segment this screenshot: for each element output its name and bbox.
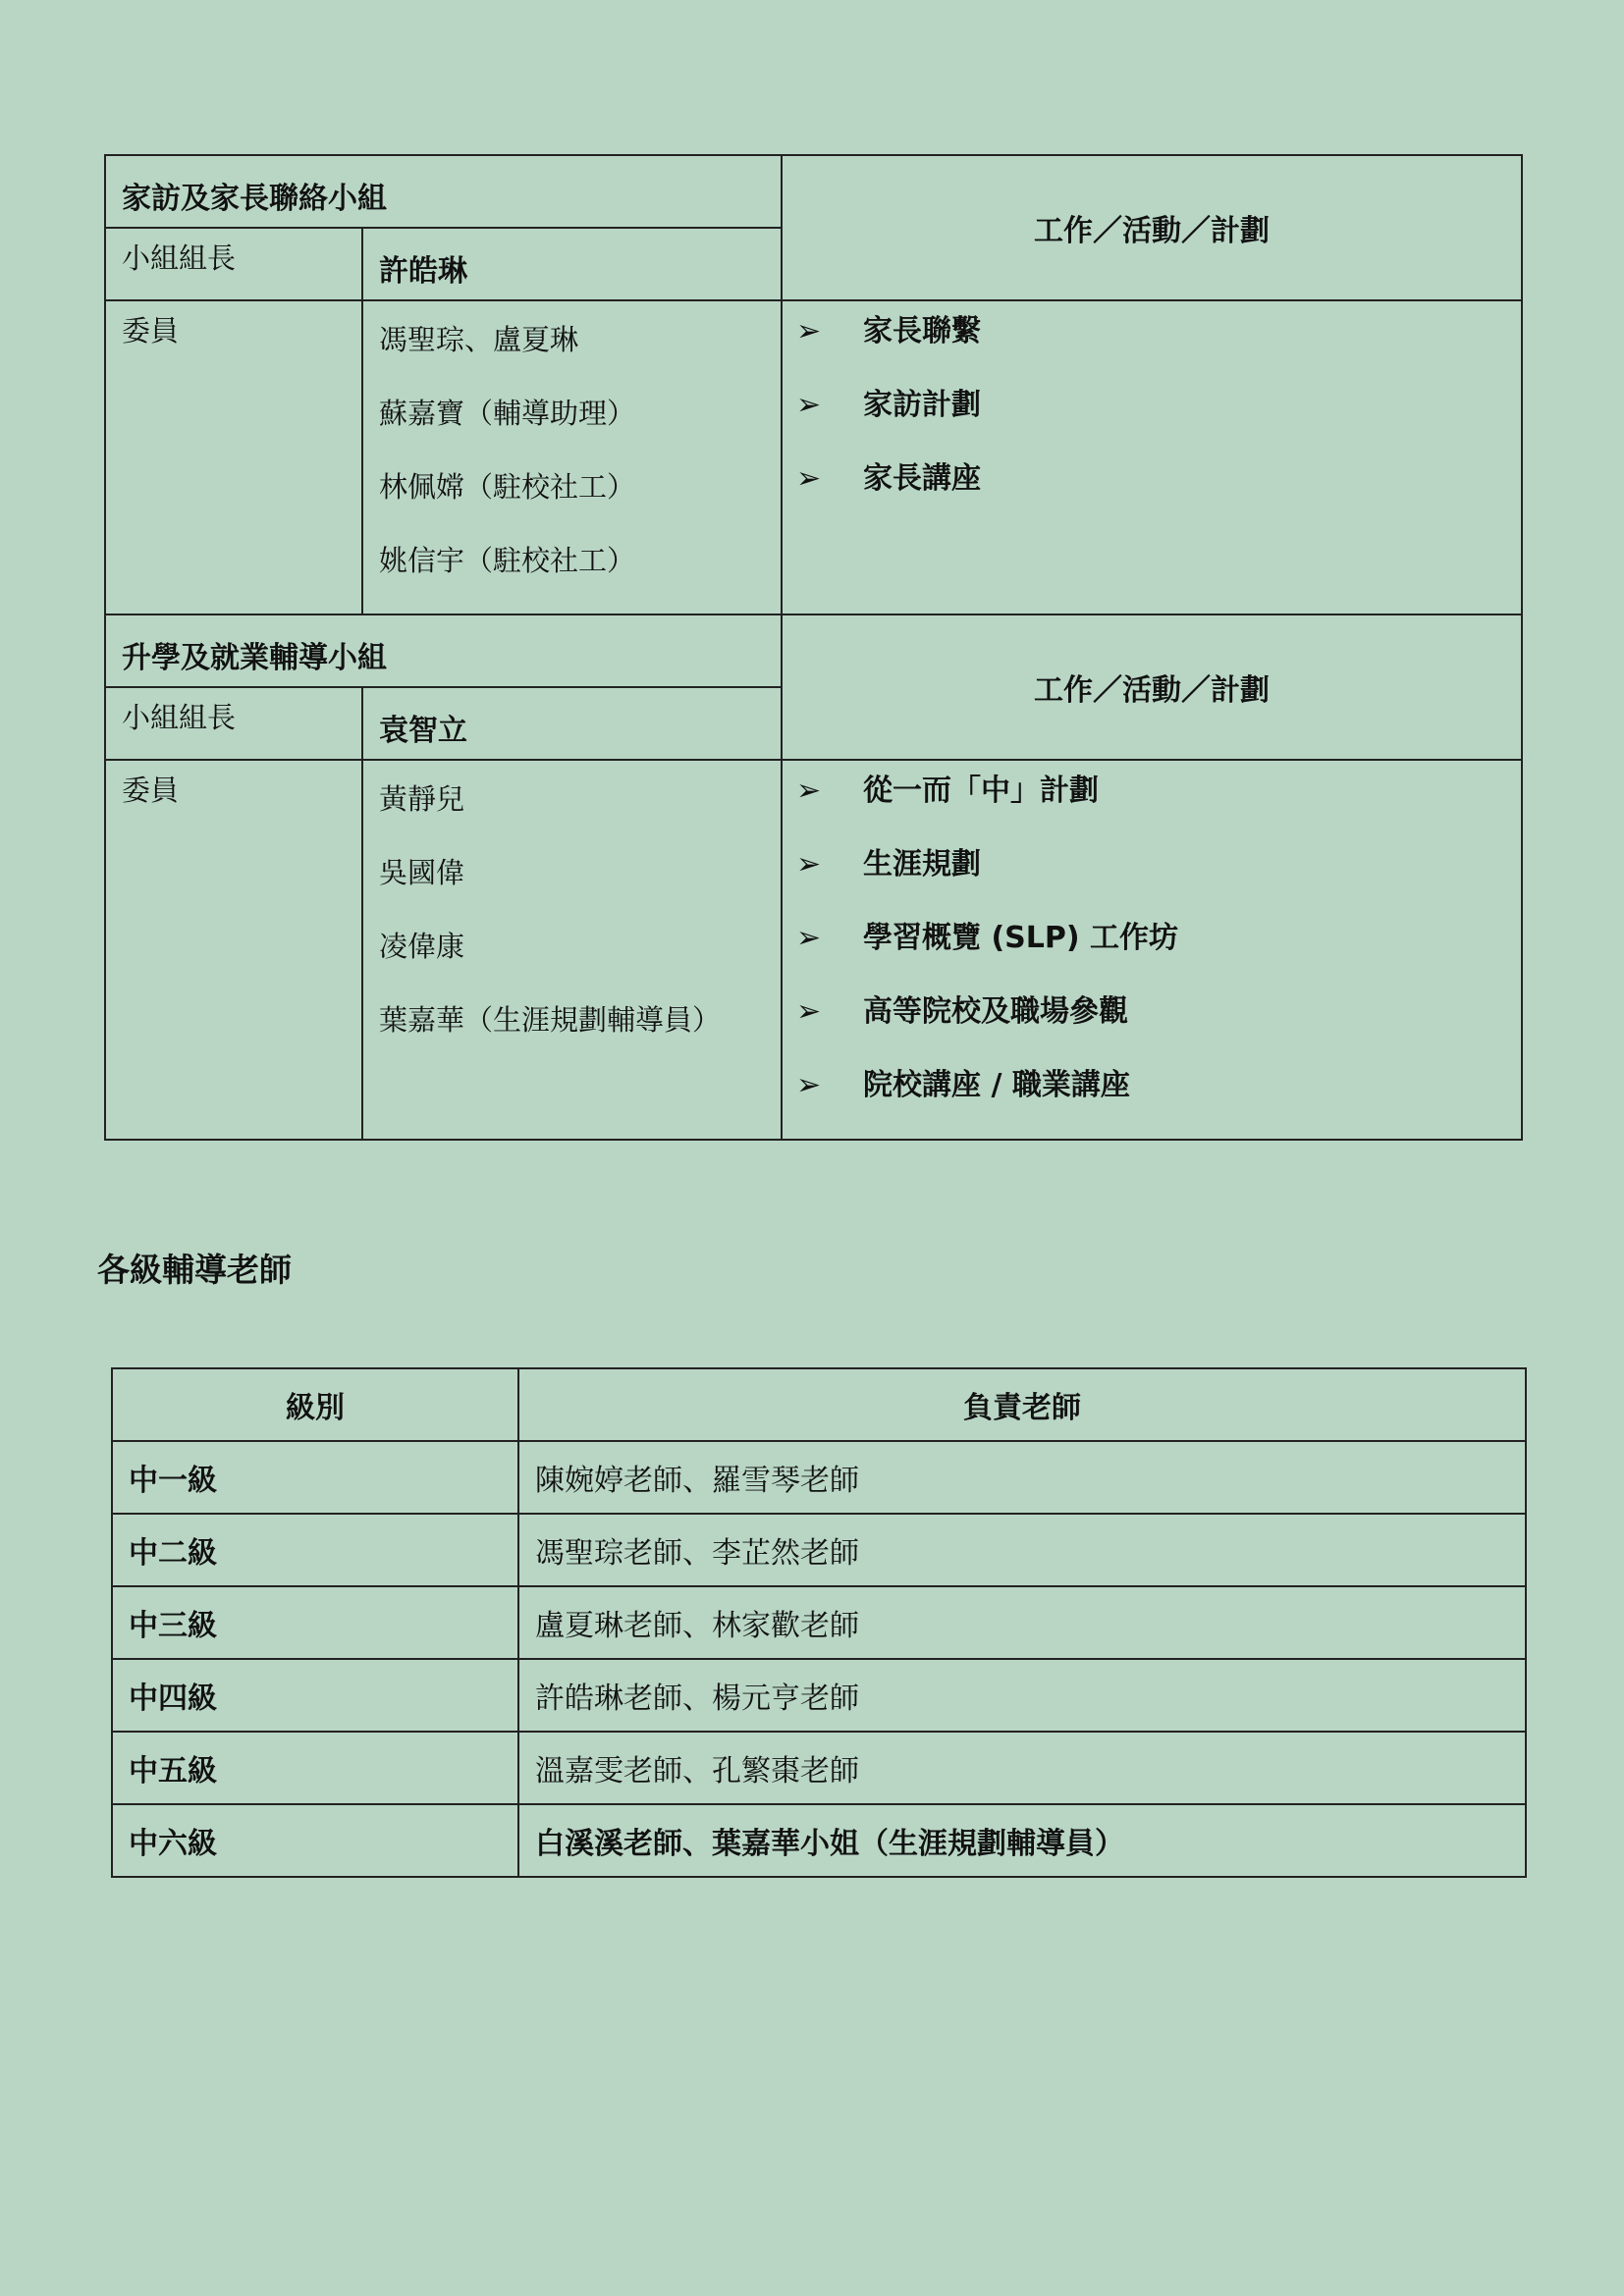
column-header-teachers: 負責老師	[518, 1368, 1526, 1441]
member-item: 馮聖琮、盧夏琳	[379, 323, 579, 356]
task-label: 學習概覽 (SLP) 工作坊	[863, 921, 1179, 955]
task-label: 高等院校及職場參觀	[863, 994, 1128, 1029]
section-heading: 各級輔導老師	[97, 1251, 292, 1289]
member-item: 林佩嫦（駐校社工）	[379, 470, 636, 504]
leader-name: 許皓琳	[362, 228, 782, 300]
tasks-cell	[782, 760, 1522, 1140]
table-row	[112, 1659, 1526, 1732]
member-item: 姚信宇（駐校社工）	[379, 544, 636, 577]
grade-counselors-table	[111, 1367, 1527, 1878]
teachers-cell: 馮聖琮老師、李芷然老師	[518, 1514, 1526, 1586]
teachers-cell: 陳婉婷老師、羅雪琴老師	[518, 1441, 1526, 1514]
member-item: 黃靜兒	[379, 782, 465, 816]
table-row	[112, 1514, 1526, 1586]
member-item: 葉嘉華（生涯規劃輔導員）	[379, 1003, 722, 1037]
group-title: 升學及就業輔導小組	[105, 614, 782, 687]
task-label: 院校講座 / 職業講座	[863, 1068, 1130, 1102]
tasks-cell	[782, 300, 1522, 614]
column-header-grade: 級別	[112, 1368, 518, 1441]
teachers-cell: 白溪溪老師、葉嘉華小姐（生涯規劃輔導員）	[518, 1804, 1526, 1877]
grade-cell: 中三級	[112, 1586, 518, 1659]
grade-cell: 中一級	[112, 1441, 518, 1514]
arrow-bullet-icon: ➢	[796, 314, 822, 348]
grade-cell: 中五級	[112, 1732, 518, 1804]
task-list	[783, 761, 1521, 1139]
teachers-cell: 盧夏琳老師、林家歡老師	[518, 1586, 1526, 1659]
arrow-bullet-icon: ➢	[796, 388, 822, 422]
grade-cell: 中六級	[112, 1804, 518, 1877]
task-label: 從一而「中」計劃	[863, 774, 1099, 808]
arrow-bullet-icon: ➢	[796, 1068, 822, 1102]
task-item	[796, 1065, 1521, 1139]
task-item	[796, 385, 1521, 458]
grade-cell: 中四級	[112, 1659, 518, 1732]
members-cell	[362, 300, 782, 614]
task-item	[796, 458, 1521, 532]
leader-label: 小組組長	[105, 228, 362, 300]
task-label: 家長聯繫	[863, 314, 981, 348]
arrow-bullet-icon: ➢	[796, 921, 822, 955]
teachers-cell: 溫嘉雯老師、孔繁棗老師	[518, 1732, 1526, 1804]
arrow-bullet-icon: ➢	[796, 847, 822, 881]
task-item	[796, 771, 1521, 844]
member-list	[379, 309, 781, 614]
member-item: 蘇嘉寶（輔導助理）	[379, 397, 636, 430]
teachers-cell: 許皓琳老師、楊元亨老師	[518, 1659, 1526, 1732]
member-item: 凌偉康	[379, 930, 465, 963]
counseling-groups-table	[104, 154, 1523, 1141]
group-title: 家訪及家長聯絡小組	[105, 155, 782, 228]
member-item: 吳國偉	[379, 856, 465, 889]
task-label: 家長講座	[863, 461, 981, 496]
arrow-bullet-icon: ➢	[796, 774, 822, 808]
table-row	[112, 1732, 1526, 1804]
tasks-header: 工作／活動／計劃	[782, 155, 1522, 300]
members-cell	[362, 760, 782, 1140]
task-label: 家訪計劃	[863, 388, 981, 422]
members-label: 委員	[105, 300, 362, 614]
arrow-bullet-icon: ➢	[796, 461, 822, 496]
task-item	[796, 311, 1521, 385]
table-header-row	[112, 1368, 1526, 1441]
table-row	[112, 1804, 1526, 1877]
task-item	[796, 844, 1521, 918]
leader-label: 小組組長	[105, 687, 362, 760]
task-item	[796, 918, 1521, 991]
member-list	[379, 769, 781, 1073]
grade-cell: 中二級	[112, 1514, 518, 1586]
arrow-bullet-icon: ➢	[796, 994, 822, 1029]
members-label: 委員	[105, 760, 362, 1140]
table-row	[112, 1441, 1526, 1514]
task-item	[796, 991, 1521, 1065]
table-row	[112, 1586, 1526, 1659]
tasks-header: 工作／活動／計劃	[782, 614, 1522, 760]
task-list	[783, 301, 1521, 532]
task-label: 生涯規劃	[863, 847, 981, 881]
leader-name: 袁智立	[362, 687, 782, 760]
